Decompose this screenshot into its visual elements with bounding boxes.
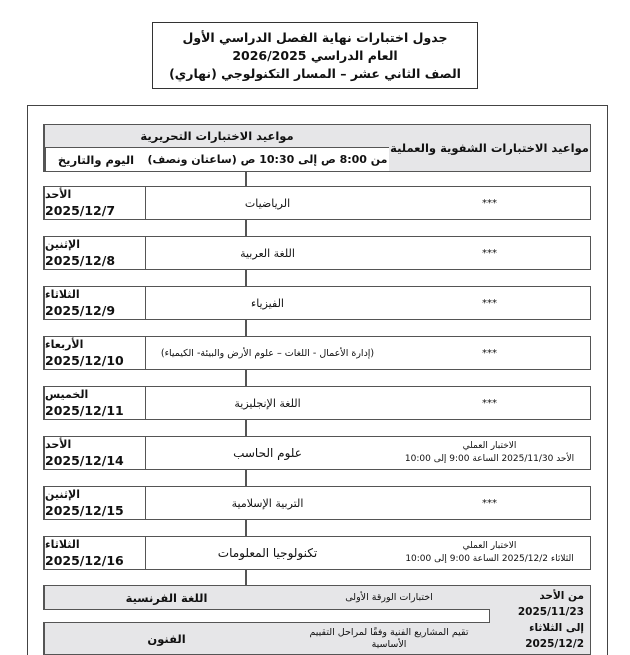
row-oral-cell	[389, 537, 590, 569]
row-date: 2025/12/9	[45, 303, 116, 318]
row-subject: تكنولوجيا المعلومات	[145, 537, 389, 569]
row-day: الأربعاء	[45, 338, 84, 351]
row-day: الأحد	[45, 438, 72, 451]
french-arts-date-range	[489, 585, 591, 655]
row-date-cell	[44, 387, 145, 419]
row-oral-line2: الأحد 2025/11/30 الساعة 9:00 إلى 10:00	[404, 454, 575, 464]
row-oral-line1: ***	[482, 397, 497, 409]
header-time: من 8:00 ص إلى 10:30 ص (ساعتان ونصف)	[147, 153, 388, 166]
table-row	[43, 236, 591, 270]
header-written-exams	[44, 125, 389, 171]
row-subject: الرياضيات	[145, 187, 389, 219]
row-subject: اللغة الإنجليزية	[145, 387, 389, 419]
title-line-1: جدول اختبارات نهاية الفصل الدراسي الأول	[182, 29, 448, 45]
row-date: 2025/12/15	[45, 503, 124, 518]
row-date: 2025/12/10	[45, 353, 124, 368]
row-subject: الفيزياء	[145, 287, 389, 319]
row-oral-cell	[389, 437, 590, 469]
row-date-cell	[44, 487, 145, 519]
row-oral-cell	[389, 487, 590, 519]
row-date-cell	[44, 237, 145, 269]
row-day: الثلاثاء	[45, 288, 80, 301]
table-row	[43, 436, 591, 470]
row-day: الإثنين	[45, 238, 80, 251]
row-date: 2025/12/11	[45, 403, 124, 418]
row-date: 2025/12/16	[45, 553, 124, 568]
french-row	[43, 585, 490, 610]
row-day: الأحد	[45, 188, 72, 201]
row-subject: علوم الحاسب	[145, 437, 389, 469]
row-oral-cell	[389, 237, 590, 269]
row-oral-line1: ***	[482, 347, 497, 359]
table-header	[43, 124, 591, 172]
row-date-cell	[44, 287, 145, 319]
row-oral-line1: ***	[482, 497, 497, 509]
row-day: الإثنين	[45, 488, 80, 501]
table-row	[43, 486, 591, 520]
french-note: اختبارات الورقة الأولى	[345, 591, 433, 603]
title-line-3: الصف الثاني عشر – المسار التكنولوجي (نهاري)	[169, 65, 461, 81]
table-row	[43, 286, 591, 320]
date-range-start: من الأحد 2025/11/23	[517, 590, 584, 618]
date-range-end: إلى الثلاثاء 2025/12/2	[525, 622, 584, 650]
row-day: الثلاثاء	[45, 538, 80, 551]
row-oral-line1: الاختبار العملي	[462, 541, 517, 551]
row-oral-line1: الاختبار العملي	[462, 441, 517, 451]
row-day: الخميس	[45, 388, 89, 401]
row-oral-line1: ***	[482, 197, 497, 209]
document-title-box	[152, 22, 478, 89]
table-row	[43, 336, 591, 370]
row-date: 2025/12/14	[45, 453, 124, 468]
row-oral-cell	[389, 187, 590, 219]
row-subject: اللغة العربية	[145, 237, 389, 269]
table-row	[43, 536, 591, 570]
title-line-2: العام الدراسي 2026/2025	[232, 47, 398, 63]
row-date-cell	[44, 337, 145, 369]
arts-subject: الفنون	[44, 623, 288, 654]
row-oral-line2: الثلاثاء 2025/12/2 الساعة 9:00 إلى 10:00	[405, 554, 574, 564]
row-oral-cell	[389, 287, 590, 319]
header-written-title: مواعيد الاختبارات التحريرية	[45, 125, 389, 148]
row-oral-cell	[389, 387, 590, 419]
table-row	[43, 386, 591, 420]
arts-row	[43, 622, 490, 655]
header-oral-practical: مواعيد الاختبارات الشفوية والعملية	[390, 141, 589, 155]
french-arts-block	[43, 585, 591, 655]
header-day-date: اليوم والتاريخ	[45, 148, 146, 171]
row-subject: (إدارة الأعمال - اللغات – علوم الأرض والبيئة- الكيمياء)	[145, 337, 389, 369]
row-oral-cell	[389, 337, 590, 369]
row-subject: التربية الإسلامية	[145, 487, 389, 519]
table-row	[43, 186, 591, 220]
french-subject: اللغة الفرنسية	[44, 586, 288, 609]
row-oral-line1: ***	[482, 297, 497, 309]
row-date-cell	[44, 437, 145, 469]
column-divider-left	[245, 171, 247, 591]
row-date: 2025/12/8	[45, 253, 116, 268]
row-date-cell	[44, 537, 145, 569]
row-date-cell	[44, 187, 145, 219]
row-oral-line1: ***	[482, 247, 497, 259]
row-date: 2025/12/7	[45, 203, 116, 218]
arts-note: تقيم المشاريع الفنية وفقًا لمراحل التقييم الأساسية	[309, 626, 469, 650]
